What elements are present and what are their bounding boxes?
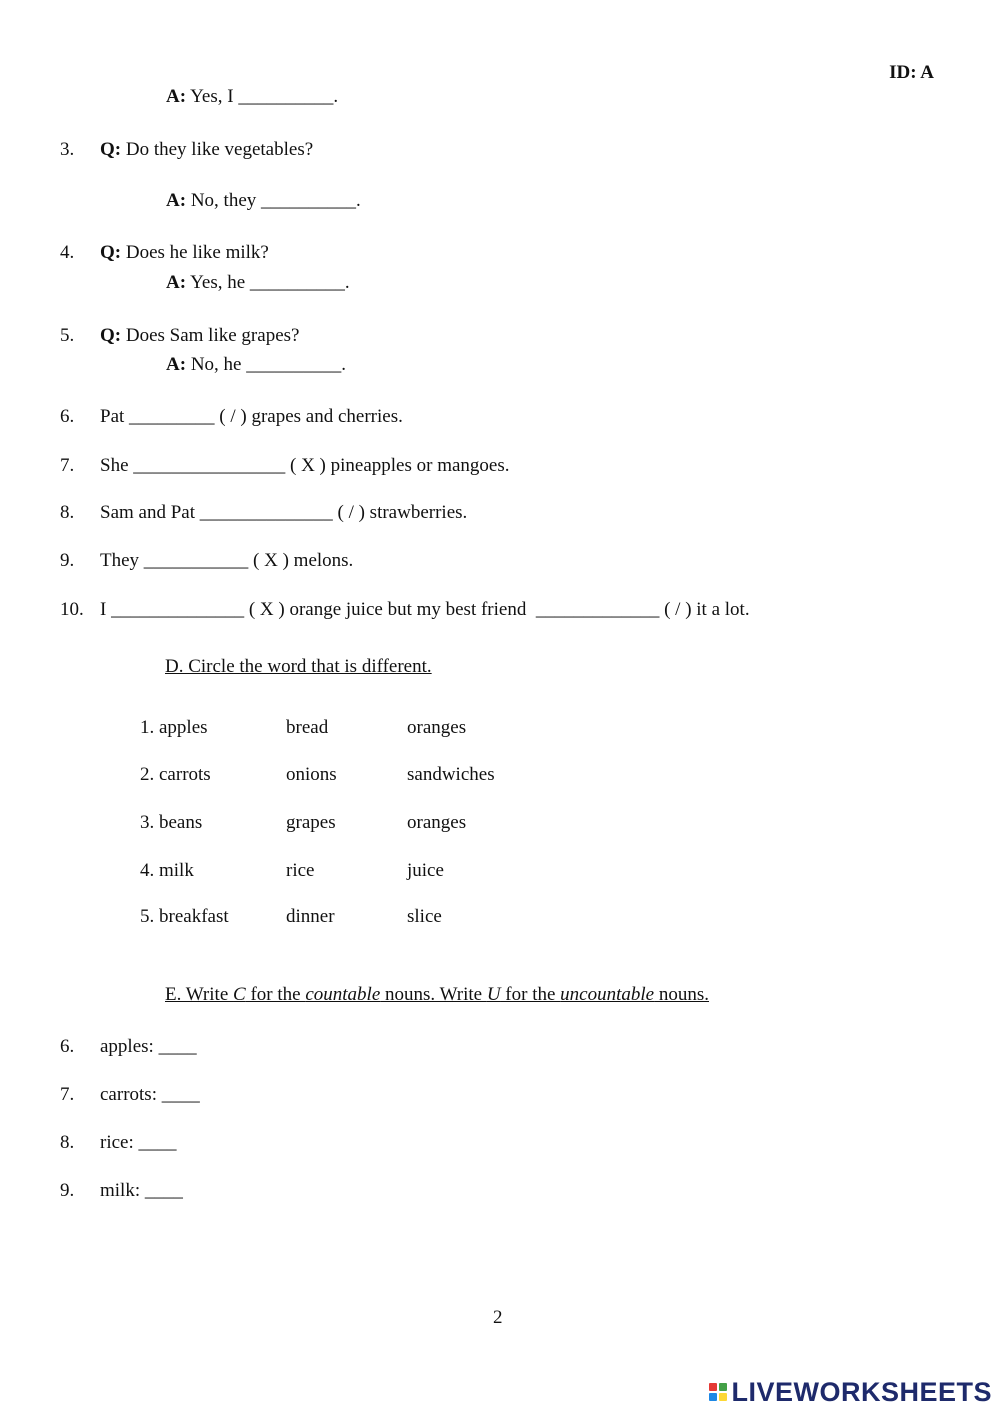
- answer-text[interactable]: Yes, he __________.: [186, 272, 350, 293]
- question-line: [100, 242, 269, 264]
- fill-sentence[interactable]: I ______________ ( X ) orange juice but my best friend _____________ ( / ) it a lot.: [100, 599, 750, 620]
- question-text: Does he like milk?: [121, 242, 269, 263]
- heading-part: nouns.: [654, 984, 710, 1005]
- heading-part: for the: [245, 984, 306, 1005]
- answer-line: [166, 354, 346, 376]
- circle-word-option[interactable]: 2. carrots: [140, 764, 211, 785]
- item-number: 10.: [60, 599, 84, 620]
- liveworksheets-logo[interactable]: [709, 1377, 992, 1407]
- noun-answer[interactable]: apples: ____: [100, 1036, 197, 1057]
- section-e-heading: [165, 984, 709, 1006]
- answer-text[interactable]: No, they __________.: [186, 190, 361, 211]
- heading-part: countable: [305, 984, 381, 1005]
- fill-sentence[interactable]: They ___________ ( X ) melons.: [100, 550, 354, 571]
- question-line: [100, 139, 313, 161]
- answer-label: A:: [166, 86, 187, 107]
- item-number: 9.: [60, 1180, 75, 1201]
- item-number: 3.: [60, 139, 75, 160]
- fill-sentence[interactable]: Pat _________ ( / ) grapes and cherries.: [100, 406, 403, 427]
- circle-word-option[interactable]: sandwiches: [407, 764, 495, 785]
- circle-word-option[interactable]: 1. apples: [140, 717, 208, 738]
- circle-word-option[interactable]: onions: [286, 764, 337, 785]
- item-number: 9.: [60, 550, 75, 571]
- item-number: 7.: [60, 1084, 75, 1105]
- fill-sentence[interactable]: Sam and Pat ______________ ( / ) strawberries.: [100, 502, 468, 523]
- circle-word-option[interactable]: bread: [286, 717, 329, 738]
- item-number: 7.: [60, 455, 75, 476]
- page-number: 2: [493, 1307, 503, 1328]
- circle-word-option[interactable]: rice: [286, 860, 315, 881]
- question-line: [100, 325, 299, 347]
- heading-part: C: [233, 984, 246, 1005]
- circle-word-option[interactable]: slice: [407, 906, 442, 927]
- circle-word-option[interactable]: dinner: [286, 906, 335, 927]
- question-label: Q:: [100, 139, 122, 160]
- circle-word-option[interactable]: 5. breakfast: [140, 906, 229, 927]
- fill-sentence[interactable]: She ________________ ( X ) pineapples or mangoes.: [100, 455, 510, 476]
- item-number: 6.: [60, 406, 75, 427]
- brand-name: LIVEWORKSHEETS: [731, 1376, 992, 1407]
- heading-part: nouns. Write: [380, 984, 487, 1005]
- logo-squares-icon: [709, 1383, 727, 1401]
- heading-part: for the: [500, 984, 561, 1005]
- circle-word-option[interactable]: oranges: [407, 812, 467, 833]
- answer-label: A:: [166, 190, 187, 211]
- circle-word-option[interactable]: juice: [407, 860, 444, 881]
- question-text: Do they like vegetables?: [121, 139, 314, 160]
- noun-answer[interactable]: carrots: ____: [100, 1084, 200, 1105]
- answer-line: [166, 190, 361, 212]
- answer-line: [166, 272, 350, 294]
- heading-part: U: [486, 984, 501, 1005]
- answer-label: A:: [166, 272, 187, 293]
- heading-part: uncountable: [560, 984, 655, 1005]
- noun-answer[interactable]: milk: ____: [100, 1180, 183, 1201]
- circle-word-option[interactable]: oranges: [407, 717, 467, 738]
- circle-word-option[interactable]: grapes: [286, 812, 336, 833]
- answer-text[interactable]: Yes, I __________.: [186, 86, 339, 107]
- question-label: Q:: [100, 325, 122, 346]
- question-text: Does Sam like grapes?: [121, 325, 300, 346]
- item-number: 4.: [60, 242, 75, 263]
- item-number: 8.: [60, 1132, 75, 1153]
- heading-part: E. Write: [165, 984, 234, 1005]
- section-d-heading: D. Circle the word that is different.: [165, 656, 432, 677]
- answer-label: A:: [166, 354, 187, 375]
- noun-answer[interactable]: rice: ____: [100, 1132, 177, 1153]
- item-number: 6.: [60, 1036, 75, 1057]
- question-label: Q:: [100, 242, 122, 263]
- answer-line-2: [166, 86, 338, 108]
- circle-word-option[interactable]: 3. beans: [140, 812, 203, 833]
- item-number: 8.: [60, 502, 75, 523]
- circle-word-option[interactable]: 4. milk: [140, 860, 194, 881]
- item-number: 5.: [60, 325, 75, 346]
- id-label: ID: A: [889, 62, 934, 83]
- answer-text[interactable]: No, he __________.: [186, 354, 346, 375]
